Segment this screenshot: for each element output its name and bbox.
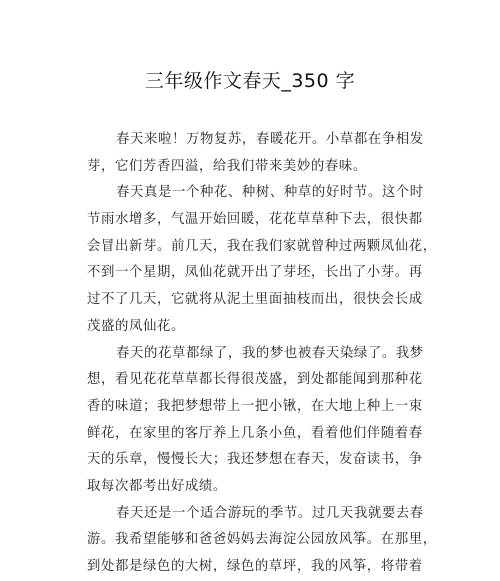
text-line: 取每次都考出好成绩。	[87, 478, 227, 494]
text-line: 到处都是绿色的大树，绿色的草坪，我的风筝，将带着	[87, 559, 423, 574]
text-line: 节雨水增多，气温开始回暖，花花草草种下去，很快都	[87, 212, 423, 228]
text-line: 春天真是一个种花、种树、种草的好时节。这个时	[116, 185, 424, 201]
text-line: 春天还是一个适合游玩的季节。过几天我就要去春	[116, 505, 424, 521]
text-line: 春天来啦！万物复苏，春暖花开。小草都在争相发	[116, 132, 424, 147]
text-line: 不到一个星期，凤仙花就开出了芽坯，长出了小芽。再	[87, 265, 423, 281]
text-line: 鲜花，在家里的客厅养上几条小鱼，看着他们伴随着春	[87, 425, 423, 441]
text-line: 天的乐章，慢慢长大；我还梦想在春天，发奋读书，争	[87, 452, 423, 468]
text-line: 芽，它们芳香四溢，给我们带来美妙的春味。	[87, 158, 367, 174]
document-title: 三年级作文春天_350 字	[144, 70, 356, 92]
text-line: 春天的花草都绿了，我的梦也被春天染绿了。我梦	[116, 345, 424, 361]
text-line: 过不了几天，它就将从泥土里面抽枝而出，很快会长成	[87, 292, 423, 308]
text-line: 茂盛的凤仙花。	[87, 318, 185, 334]
text-line: 会冒出新芽。前几天，我在我们家就曾种过两颗凤仙花，	[87, 238, 437, 254]
text-line: 想，看见花花草草都长得很茂盛，到处都能闻到那种花	[87, 372, 423, 388]
text-line: 游。我希望能够和爸爸妈妈去海淀公园放风筝。在那里，	[87, 532, 437, 548]
document-body	[87, 127, 437, 581]
text-line: 香的味道；我把梦想带上一把小锹，在大地上种上一束	[87, 398, 423, 414]
